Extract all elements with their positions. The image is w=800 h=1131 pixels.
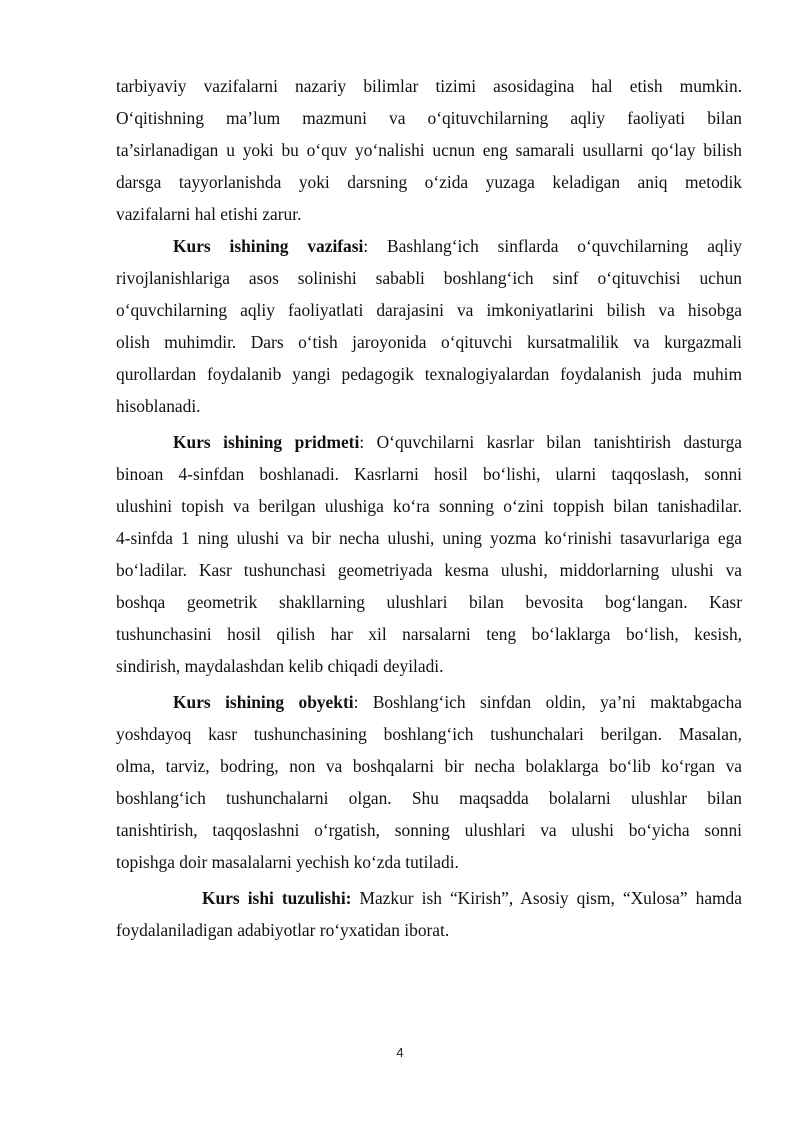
- text-line: [116, 686, 742, 718]
- text-run: : Boshlang‘ich sinfdan oldin, ya’ni maktabgacha: [353, 692, 742, 712]
- text-line: tanishtirish, taqqoslashni o‘rgatish, sonning ulushlari va ulushi bo‘yicha sonni: [116, 820, 742, 840]
- paragraph-vazifasi: [116, 230, 742, 422]
- text-line: [116, 426, 742, 458]
- page-number: 4: [396, 1045, 404, 1060]
- text-line: ulushini topish va berilgan ulushiga ko‘ra sonning o‘zini toppish bilan tanishadilar.: [116, 496, 742, 516]
- text-run: : O‘quvchilarni kasrlar bilan tanishtirish dasturga: [359, 432, 742, 452]
- text-line: darsga tayyorlanishda yoki darsning o‘zida yuzaga keladigan aniq metodik: [116, 172, 742, 192]
- paragraph-heading: Kurs ishi tuzulishi:: [202, 888, 352, 908]
- paragraph-tuzulishi: [116, 882, 742, 946]
- paragraph-intro: [116, 70, 742, 230]
- paragraph-heading: Kurs ishining vazifasi: [173, 236, 364, 256]
- text-line: boshlang‘ich tushunchalarni olgan. Shu maqsadda bolalarni ulushlar bilan: [116, 788, 742, 808]
- text-line: foydalaniladigan adabiyotlar ro‘yxatidan iborat.: [116, 920, 450, 940]
- text-line: tushunchasini hosil qilish har xil narsalarni teng bo‘laklarga bo‘lish, kesish,: [116, 624, 742, 644]
- text-run: Mazkur ish “Kirish”, Asosiy qism, “Xulosa” hamda: [351, 888, 742, 908]
- text-run: : Bashlang‘ich sinflarda o‘quvchilarning aqliy: [363, 236, 742, 256]
- text-line: o‘quvchilarning aqliy faoliyatlati darajasini va imkoniyatlarini bilish va hisobga: [116, 300, 742, 320]
- text-line: vazifalarni hal etishi zarur.: [116, 204, 302, 224]
- text-line: O‘qitishning ma’lum mazmuni va o‘qituvchilarning aqliy faoliyati bilan: [116, 108, 742, 128]
- text-line: 4-sinfda 1 ning ulushi va bir necha ulushi, uning yozma ko‘rinishi tasavurlariga ega: [116, 528, 742, 548]
- text-line: binoan 4-sinfdan boshlanadi. Kasrlarni hosil bo‘lishi, ularni taqqoslash, sonni: [116, 464, 742, 484]
- paragraph-heading: Kurs ishining obyekti: [173, 692, 354, 712]
- text-line: topishga doir masalalarni yechish ko‘zda tutiladi.: [116, 852, 459, 872]
- text-line: [116, 882, 742, 914]
- text-line: qurollardan foydalanib yangi pedagogik texnalogiyalardan foydalanish juda muhim: [116, 364, 742, 384]
- text-line: ta’sirlanadigan u yoki bu o‘quv yo‘nalishi ucnun eng samarali usullarni qo‘lay bilish: [116, 140, 742, 160]
- paragraph-obyekti: [116, 686, 742, 878]
- text-line: [116, 230, 742, 262]
- paragraph-pridmeti: [116, 426, 742, 682]
- text-line: yoshdayoq kasr tushunchasining boshlang‘ich tushunchalari berilgan. Masalan,: [116, 724, 742, 744]
- text-line: olma, tarviz, bodring, non va boshqalarni bir necha bolaklarga bo‘lib ko‘rgan va: [116, 756, 742, 776]
- text-line: hisoblanadi.: [116, 396, 201, 416]
- text-line: olish muhimdir. Dars o‘tish jaroyonida o‘qituvchi kursatmalilik va kurgazmali: [116, 332, 742, 352]
- text-line: boshqa geometrik shakllarning ulushlari bilan bevosita bog‘langan. Kasr: [116, 592, 742, 612]
- text-line: tarbiyaviy vazifalarni nazariy bilimlar tizimi asosidagina hal etish mumkin.: [116, 76, 742, 96]
- paragraph-heading: Kurs ishining pridmeti: [173, 432, 360, 452]
- text-line: sindirish, maydalashdan kelib chiqadi deyiladi.: [116, 656, 444, 676]
- text-line: bo‘ladilar. Kasr tushunchasi geometriyada kesma ulushi, middorlarning ulushi va: [116, 560, 742, 580]
- text-line: rivojlanishlariga asos solinishi sababli boshlang‘ich sinf o‘qituvchisi uchun: [116, 268, 742, 288]
